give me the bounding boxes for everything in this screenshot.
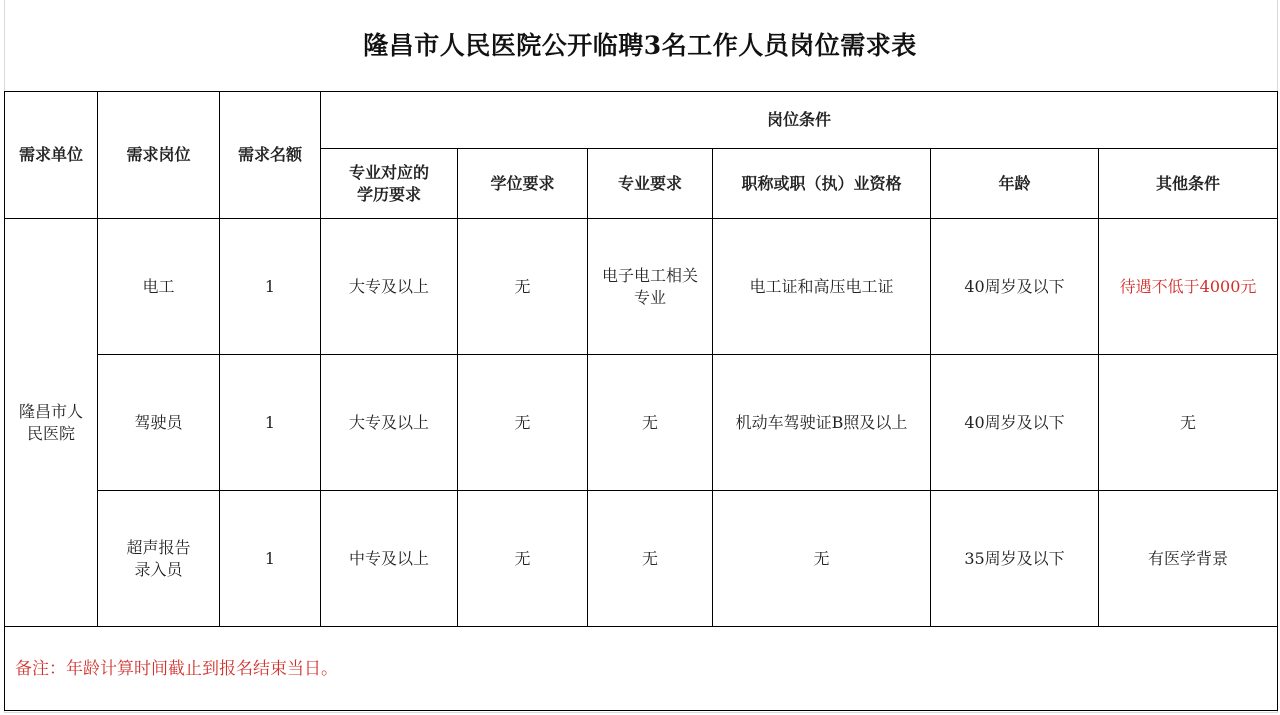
cell-position bbox=[98, 491, 220, 627]
cell-quota: 1 bbox=[220, 355, 321, 491]
cell-quota: 1 bbox=[220, 491, 321, 627]
header-other: 其他条件 bbox=[1099, 149, 1278, 219]
cell-major: 无 bbox=[588, 491, 713, 627]
header-position: 需求岗位 bbox=[98, 92, 220, 219]
header-conditions: 岗位条件 bbox=[321, 92, 1278, 149]
page-title: 隆昌市人民医院公开临聘3名工作人员岗位需求表 bbox=[363, 31, 917, 60]
requirements-table bbox=[4, 91, 1278, 711]
cell-position: 驾驶员 bbox=[98, 355, 220, 491]
cell-unit bbox=[5, 219, 98, 627]
cell-education: 大专及以上 bbox=[321, 355, 458, 491]
cell-degree: 无 bbox=[458, 219, 588, 355]
cell-age: 40周岁及以下 bbox=[931, 219, 1099, 355]
cell-qualification: 无 bbox=[713, 491, 931, 627]
cell-other: 待遇不低于4000元 bbox=[1099, 219, 1278, 355]
note-row bbox=[5, 627, 1278, 711]
cell-quota: 1 bbox=[220, 219, 321, 355]
cell-other: 有医学背景 bbox=[1099, 491, 1278, 627]
header-major: 专业要求 bbox=[588, 149, 713, 219]
header-row-1 bbox=[5, 92, 1278, 149]
header-unit: 需求单位 bbox=[5, 92, 98, 219]
cell-major: 无 bbox=[588, 355, 713, 491]
header-education-line2: 学历要求 bbox=[356, 184, 421, 204]
header-qualification: 职称或职（执）业资格 bbox=[713, 149, 931, 219]
cell-major bbox=[588, 219, 713, 355]
major-line2: 专业 bbox=[633, 287, 666, 307]
cell-position: 电工 bbox=[98, 219, 220, 355]
table-row bbox=[5, 355, 1278, 491]
cell-qualification: 机动车驾驶证B照及以上 bbox=[713, 355, 931, 491]
cell-degree: 无 bbox=[458, 491, 588, 627]
unit-line2: 民医院 bbox=[26, 423, 75, 443]
note-text: 备注：年龄计算时间截止到报名结束当日。 bbox=[5, 627, 1278, 711]
header-education-line1: 专业对应的 bbox=[348, 162, 429, 182]
unit-line1: 隆昌市人 bbox=[18, 401, 83, 421]
table-row bbox=[5, 491, 1278, 627]
cell-education: 大专及以上 bbox=[321, 219, 458, 355]
header-degree: 学位要求 bbox=[458, 149, 588, 219]
cell-qualification: 电工证和高压电工证 bbox=[713, 219, 931, 355]
major-line1: 电子电工相关 bbox=[601, 265, 698, 285]
position-line1: 超声报告 bbox=[126, 537, 191, 557]
header-education bbox=[321, 149, 458, 219]
header-age: 年龄 bbox=[931, 149, 1099, 219]
cell-education: 中专及以上 bbox=[321, 491, 458, 627]
position-line2: 录入员 bbox=[134, 559, 183, 579]
table-row bbox=[5, 219, 1278, 355]
cell-degree: 无 bbox=[458, 355, 588, 491]
cell-other: 无 bbox=[1099, 355, 1278, 491]
cell-age: 35周岁及以下 bbox=[931, 491, 1099, 627]
header-quota: 需求名额 bbox=[220, 92, 321, 219]
cell-age: 40周岁及以下 bbox=[931, 355, 1099, 491]
